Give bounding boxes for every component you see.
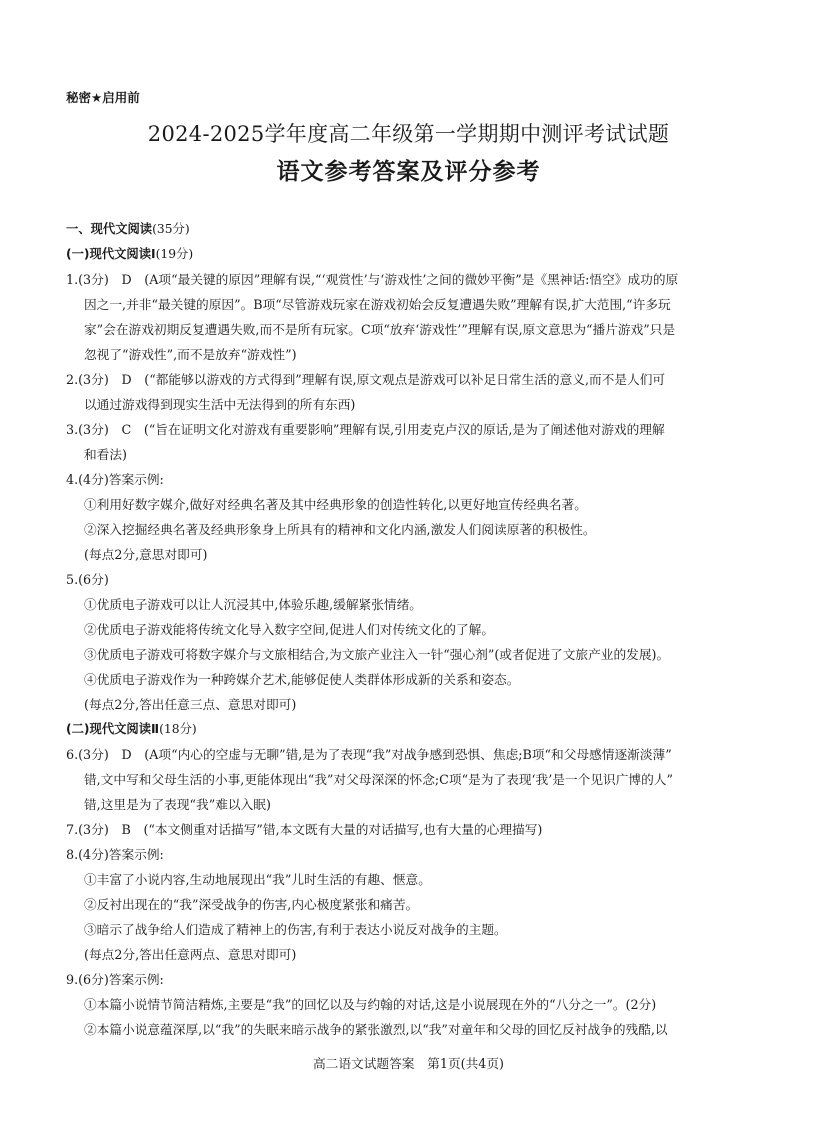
confidential-label: 秘密★启用前 xyxy=(66,90,140,105)
q5-head: 5.(6分) xyxy=(66,572,109,587)
subsection-heading: (二)现代文阅读Ⅱ(18分) xyxy=(66,722,197,736)
q1-line: 家”会在游戏初期反复遭遇失败,而不是所有玩家。C项“放弃‘游戏性’”理解有误,原文意思为“播片游戏”只是 xyxy=(84,322,676,337)
q5-point: ④优质电子游戏作为一种跨媒介艺术,能够促使人类群体形成新的关系和姿态。 xyxy=(84,672,520,687)
q4-point: ②深入挖掘经典名著及经典形象身上所具有的精神和文化内涵,激发人们阅读原著的积极性。 xyxy=(84,522,596,537)
q5-point: ②优质电子游戏能将传统文化导入数字空间,促进人们对传统文化的了解。 xyxy=(84,622,495,637)
q2-line: 以通过游戏得到现实生活中无法得到的所有东西) xyxy=(84,397,356,412)
q9-point: ②本篇小说意蕴深厚,以“我”的失眠来暗示战争的紧张激烈,以“我”对童年和父母的回忆反衬战争的残酷,以 xyxy=(84,1022,668,1037)
subsection-heading: (一)现代文阅读Ⅰ(19分) xyxy=(66,247,194,261)
q6-line: 错,文中写和父母生活的小事,更能体现出“我”对父母深深的怀念;C项“是为了表现‘我’是一个见识广博的人” xyxy=(84,772,673,787)
q9-point: ①本篇小说情节简洁精炼,主要是“我”的回忆以及与约翰的对话,这是小说展现在外的“八分之一”。(2分) xyxy=(84,997,657,1012)
q5-point: ①优质电子游戏可以让人沉浸其中,体验乐趣,缓解紧张情绪。 xyxy=(84,597,422,612)
q8-note: (每点2分,答出任意两点、意思对即可) xyxy=(84,947,297,962)
q8-point: ③暗示了战争给人们造成了精神上的伤害,有利于表达小说反对战争的主题。 xyxy=(84,922,507,937)
exam-title: 2024-2025学年度高二年级第一学期期中测评考试试题 xyxy=(147,122,670,146)
q8-point: ②反衬出现在的“我”深受战争的伤害,内心极度紧张和痛苦。 xyxy=(84,897,419,912)
section-heading: 一、现代文阅读(35分) xyxy=(66,222,190,236)
q1-line: 1.(3分) D (A项“最关键的原因”理解有误,“‘观赏性’与‘游戏性’之间的微妙平衡”是《黑神话:悟空》成功的原 xyxy=(66,272,679,287)
exam-subtitle: 语文参考答案及评分参考 xyxy=(276,159,541,185)
q5-note: (每点2分,答出任意三点、意思对即可) xyxy=(84,697,297,712)
q8-head: 8.(4分)答案示例: xyxy=(66,847,164,862)
q2-line: 2.(3分) D (“都能够以游戏的方式得到”理解有误,原文观点是游戏可以补足日常生活的意义,而不是人们可 xyxy=(66,372,666,387)
answer-body xyxy=(66,217,756,1042)
q4-point: ①利用好数字媒介,做好对经典名著及其中经典形象的创造性转化,以更好地宣传经典名著。 xyxy=(84,497,587,512)
q6-line: 6.(3分) D (A项“内心的空虚与无聊”错,是为了表现“我”对战争感到恐惧、焦虑;B项“和父母感情逐渐淡薄” xyxy=(66,747,672,762)
q1-line: 因之一,并非“最关键的原因”。B项“尽管游戏玩家在游戏初始会反复遭遇失败”理解有误,扩大范围,“许多玩 xyxy=(84,297,671,312)
q3-line: 3.(3分) C (“旨在证明文化对游戏有重要影响”理解有误,引用麦克卢汉的原话,是为了阐述他对游戏的理解 xyxy=(66,422,665,437)
q8-point: ①丰富了小说内容,生动地展现出“我”儿时生活的有趣、惬意。 xyxy=(84,872,431,887)
q6-line: 错,这里是为了表现“我”难以入眠) xyxy=(84,797,271,812)
q4-head: 4.(4分)答案示例: xyxy=(66,472,164,487)
q3-line: 和看法) xyxy=(84,447,128,462)
q9-head: 9.(6分)答案示例: xyxy=(66,972,164,987)
page-footer: 高二语文试题答案 第1页(共4页) xyxy=(313,1056,504,1071)
q4-note: (每点2分,意思对即可) xyxy=(84,547,208,562)
q7-line: 7.(3分) B (“本文侧重对话描写”错,本文既有大量的对话描写,也有大量的心理描写) xyxy=(66,822,543,837)
q5-point: ③优质电子游戏可将数字媒介与文旅相结合,为文旅产业注入一针“强心剂”(或者促进了文旅产业的发展)。 xyxy=(84,647,670,662)
q1-line: 忽视了“游戏性”,而不是放弃“游戏性”) xyxy=(84,347,297,362)
